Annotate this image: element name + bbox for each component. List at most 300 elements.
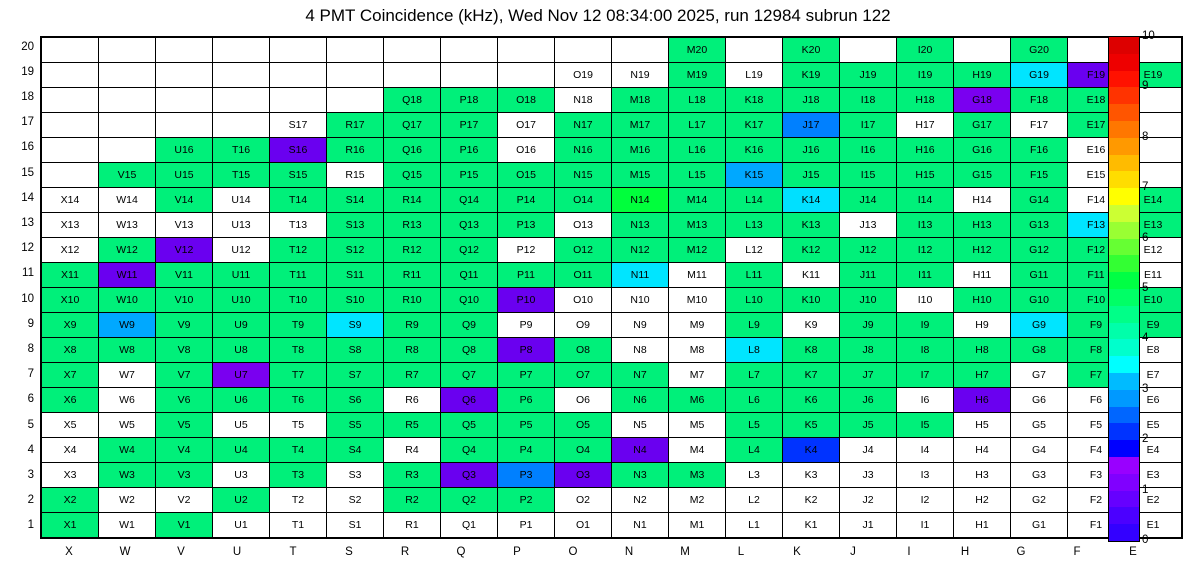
heatmap-cell[interactable] (270, 38, 327, 63)
heatmap-cell[interactable]: U15 (156, 163, 213, 188)
heatmap-cell[interactable] (42, 163, 99, 188)
heatmap-cell[interactable]: M8 (669, 338, 726, 363)
heatmap-cell[interactable]: L4 (726, 438, 783, 463)
heatmap-cell[interactable] (954, 38, 1011, 63)
heatmap-cell[interactable]: U1 (213, 513, 270, 538)
heatmap-cell[interactable]: J7 (840, 363, 897, 388)
heatmap-cell[interactable]: E8 (1125, 338, 1182, 363)
heatmap-cell[interactable]: H7 (954, 363, 1011, 388)
heatmap-cell[interactable]: I12 (897, 238, 954, 263)
heatmap-cell[interactable]: U8 (213, 338, 270, 363)
heatmap-cell[interactable]: N2 (612, 488, 669, 513)
heatmap-cell[interactable]: J4 (840, 438, 897, 463)
heatmap-cell[interactable]: S3 (327, 463, 384, 488)
heatmap-cell[interactable]: O14 (555, 188, 612, 213)
heatmap-cell[interactable]: S12 (327, 238, 384, 263)
heatmap-cell[interactable]: P18 (441, 88, 498, 113)
heatmap-cell[interactable]: O7 (555, 363, 612, 388)
heatmap-cell[interactable]: P13 (498, 213, 555, 238)
heatmap-cell[interactable]: O11 (555, 263, 612, 288)
heatmap-cell[interactable]: Q16 (384, 138, 441, 163)
heatmap-cell[interactable] (99, 138, 156, 163)
heatmap-cell[interactable]: U16 (156, 138, 213, 163)
heatmap-cell[interactable]: I18 (840, 88, 897, 113)
heatmap-cell[interactable]: X2 (42, 488, 99, 513)
heatmap-cell[interactable]: R7 (384, 363, 441, 388)
heatmap-cell[interactable]: G9 (1011, 313, 1068, 338)
heatmap-cell[interactable]: W7 (99, 363, 156, 388)
heatmap-cell[interactable]: F8 (1068, 338, 1125, 363)
heatmap-cell[interactable]: G11 (1011, 263, 1068, 288)
heatmap-cell[interactable]: U12 (213, 238, 270, 263)
heatmap-cell[interactable]: X9 (42, 313, 99, 338)
heatmap-cell[interactable]: G18 (954, 88, 1011, 113)
heatmap-cell[interactable]: T8 (270, 338, 327, 363)
heatmap-cell[interactable]: L3 (726, 463, 783, 488)
heatmap-cell[interactable]: K7 (783, 363, 840, 388)
heatmap-cell[interactable]: X7 (42, 363, 99, 388)
heatmap-cell[interactable]: I2 (897, 488, 954, 513)
heatmap-cell[interactable]: R3 (384, 463, 441, 488)
heatmap-cell[interactable]: W10 (99, 288, 156, 313)
heatmap-cell[interactable]: K5 (783, 413, 840, 438)
heatmap-cell[interactable]: X8 (42, 338, 99, 363)
heatmap-cell[interactable]: V2 (156, 488, 213, 513)
heatmap-cell[interactable]: H9 (954, 313, 1011, 338)
heatmap-cell[interactable]: R9 (384, 313, 441, 338)
heatmap-cell[interactable]: N13 (612, 213, 669, 238)
heatmap-cell[interactable]: P10 (498, 288, 555, 313)
heatmap-cell[interactable]: F18 (1011, 88, 1068, 113)
heatmap-cell[interactable]: J18 (783, 88, 840, 113)
heatmap-cell[interactable]: L13 (726, 213, 783, 238)
heatmap-cell[interactable]: R12 (384, 238, 441, 263)
heatmap-cell[interactable]: G5 (1011, 413, 1068, 438)
heatmap-cell[interactable]: K14 (783, 188, 840, 213)
heatmap-cell[interactable]: J13 (840, 213, 897, 238)
heatmap-cell[interactable]: V11 (156, 263, 213, 288)
heatmap-cell[interactable]: H14 (954, 188, 1011, 213)
heatmap-cell[interactable]: M6 (669, 388, 726, 413)
heatmap-cell[interactable]: N8 (612, 338, 669, 363)
heatmap-cell[interactable]: E6 (1125, 388, 1182, 413)
heatmap-cell[interactable]: Q13 (441, 213, 498, 238)
heatmap-cell[interactable]: N16 (555, 138, 612, 163)
heatmap-cell[interactable]: E11 (1125, 263, 1182, 288)
heatmap-cell[interactable]: V14 (156, 188, 213, 213)
heatmap-cell[interactable]: I19 (897, 63, 954, 88)
heatmap-cell[interactable]: R13 (384, 213, 441, 238)
heatmap-cell[interactable]: I13 (897, 213, 954, 238)
heatmap-cell[interactable]: G15 (954, 163, 1011, 188)
heatmap-cell[interactable]: G12 (1011, 238, 1068, 263)
heatmap-cell[interactable]: O6 (555, 388, 612, 413)
heatmap-cell[interactable] (555, 38, 612, 63)
heatmap-cell[interactable]: I3 (897, 463, 954, 488)
heatmap-cell[interactable]: I15 (840, 163, 897, 188)
heatmap-cell[interactable]: T13 (270, 213, 327, 238)
heatmap-cell[interactable]: T11 (270, 263, 327, 288)
heatmap-cell[interactable]: Q7 (441, 363, 498, 388)
heatmap-cell[interactable]: F2 (1068, 488, 1125, 513)
heatmap-cell[interactable]: O17 (498, 113, 555, 138)
heatmap-cell[interactable] (384, 63, 441, 88)
heatmap-cell[interactable] (99, 63, 156, 88)
heatmap-cell[interactable]: J11 (840, 263, 897, 288)
heatmap-cell[interactable]: I14 (897, 188, 954, 213)
heatmap-cell[interactable]: U6 (213, 388, 270, 413)
heatmap-cell[interactable]: O1 (555, 513, 612, 538)
heatmap-cell[interactable]: H10 (954, 288, 1011, 313)
heatmap-cell[interactable]: E15 (1068, 163, 1125, 188)
heatmap-cell[interactable]: L14 (726, 188, 783, 213)
heatmap-cell[interactable]: M14 (669, 188, 726, 213)
heatmap-cell[interactable]: F19 (1068, 63, 1125, 88)
heatmap-cell[interactable]: Q5 (441, 413, 498, 438)
heatmap-cell[interactable]: H16 (897, 138, 954, 163)
heatmap-cell[interactable]: T5 (270, 413, 327, 438)
heatmap-cell[interactable]: R6 (384, 388, 441, 413)
heatmap-cell[interactable]: Q11 (441, 263, 498, 288)
heatmap-cell[interactable]: G20 (1011, 38, 1068, 63)
heatmap-cell[interactable]: K16 (726, 138, 783, 163)
heatmap-cell[interactable]: H4 (954, 438, 1011, 463)
heatmap-cell[interactable]: J12 (840, 238, 897, 263)
heatmap-cell[interactable]: L2 (726, 488, 783, 513)
heatmap-cell[interactable]: J2 (840, 488, 897, 513)
heatmap-cell[interactable]: L6 (726, 388, 783, 413)
heatmap-cell[interactable]: N6 (612, 388, 669, 413)
heatmap-cell[interactable]: E16 (1068, 138, 1125, 163)
heatmap-cell[interactable]: O15 (498, 163, 555, 188)
heatmap-cell[interactable]: W11 (99, 263, 156, 288)
heatmap-cell[interactable]: M18 (612, 88, 669, 113)
heatmap-cell[interactable]: S11 (327, 263, 384, 288)
heatmap-cell[interactable]: L12 (726, 238, 783, 263)
heatmap-cell[interactable]: T2 (270, 488, 327, 513)
heatmap-cell[interactable]: U10 (213, 288, 270, 313)
heatmap-cell[interactable]: V13 (156, 213, 213, 238)
heatmap-cell[interactable] (42, 113, 99, 138)
heatmap-cell[interactable]: P12 (498, 238, 555, 263)
heatmap-cell[interactable]: L17 (669, 113, 726, 138)
heatmap-cell[interactable]: H18 (897, 88, 954, 113)
heatmap-cell[interactable]: J5 (840, 413, 897, 438)
heatmap-cell[interactable]: K17 (726, 113, 783, 138)
heatmap-cell[interactable]: H12 (954, 238, 1011, 263)
heatmap-cell[interactable]: H6 (954, 388, 1011, 413)
heatmap-cell[interactable]: K15 (726, 163, 783, 188)
heatmap-cell[interactable]: F9 (1068, 313, 1125, 338)
heatmap-cell[interactable] (498, 38, 555, 63)
heatmap-cell[interactable]: F17 (1011, 113, 1068, 138)
heatmap-cell[interactable]: M7 (669, 363, 726, 388)
heatmap-cell[interactable]: K10 (783, 288, 840, 313)
heatmap-cell[interactable]: I6 (897, 388, 954, 413)
heatmap-cell[interactable]: K18 (726, 88, 783, 113)
heatmap-cell[interactable]: E17 (1068, 113, 1125, 138)
heatmap-cell[interactable] (42, 88, 99, 113)
heatmap-cell[interactable]: I20 (897, 38, 954, 63)
heatmap-cell[interactable]: L9 (726, 313, 783, 338)
heatmap-cell[interactable]: R5 (384, 413, 441, 438)
heatmap-cell[interactable]: X5 (42, 413, 99, 438)
heatmap-cell[interactable]: E4 (1125, 438, 1182, 463)
heatmap-cell[interactable]: G14 (1011, 188, 1068, 213)
heatmap-cell[interactable]: P3 (498, 463, 555, 488)
heatmap-cell[interactable]: H3 (954, 463, 1011, 488)
heatmap-cell[interactable]: K2 (783, 488, 840, 513)
heatmap-cell[interactable]: G3 (1011, 463, 1068, 488)
heatmap-cell[interactable]: N15 (555, 163, 612, 188)
heatmap-cell[interactable]: J14 (840, 188, 897, 213)
heatmap-cell[interactable]: F7 (1068, 363, 1125, 388)
heatmap-cell[interactable]: M1 (669, 513, 726, 538)
heatmap-cell[interactable]: Q4 (441, 438, 498, 463)
heatmap-cell[interactable]: Q14 (441, 188, 498, 213)
heatmap-cell[interactable]: E12 (1125, 238, 1182, 263)
heatmap-cell[interactable]: Q2 (441, 488, 498, 513)
heatmap-cell[interactable] (327, 63, 384, 88)
heatmap-cell[interactable]: S10 (327, 288, 384, 313)
heatmap-cell[interactable]: W5 (99, 413, 156, 438)
heatmap-cell[interactable]: V10 (156, 288, 213, 313)
heatmap-cell[interactable]: N9 (612, 313, 669, 338)
heatmap-cell[interactable]: U2 (213, 488, 270, 513)
heatmap-cell[interactable]: P5 (498, 413, 555, 438)
heatmap-cell[interactable]: W12 (99, 238, 156, 263)
heatmap-cell[interactable]: R16 (327, 138, 384, 163)
heatmap-cell[interactable]: S16 (270, 138, 327, 163)
heatmap-cell[interactable] (42, 38, 99, 63)
heatmap-cell[interactable]: S5 (327, 413, 384, 438)
heatmap-cell[interactable]: V1 (156, 513, 213, 538)
heatmap-cell[interactable]: N11 (612, 263, 669, 288)
heatmap-cell[interactable]: G13 (1011, 213, 1068, 238)
heatmap-cell[interactable]: F12 (1068, 238, 1125, 263)
heatmap-cell[interactable]: G16 (954, 138, 1011, 163)
heatmap-cell[interactable]: F16 (1011, 138, 1068, 163)
heatmap-cell[interactable]: E5 (1125, 413, 1182, 438)
heatmap-cell[interactable]: K3 (783, 463, 840, 488)
heatmap-cell[interactable] (99, 88, 156, 113)
heatmap-cell[interactable]: L11 (726, 263, 783, 288)
heatmap-cell[interactable]: T6 (270, 388, 327, 413)
heatmap-cell[interactable]: E2 (1125, 488, 1182, 513)
heatmap-cell[interactable]: G19 (1011, 63, 1068, 88)
heatmap-cell[interactable]: P9 (498, 313, 555, 338)
heatmap-cell[interactable]: R1 (384, 513, 441, 538)
heatmap-cell[interactable]: H13 (954, 213, 1011, 238)
heatmap-cell[interactable]: L5 (726, 413, 783, 438)
heatmap-cell[interactable]: P2 (498, 488, 555, 513)
heatmap-cell[interactable]: W8 (99, 338, 156, 363)
heatmap-cell[interactable] (270, 88, 327, 113)
heatmap-cell[interactable]: E9 (1125, 313, 1182, 338)
heatmap-cell[interactable]: F14 (1068, 188, 1125, 213)
heatmap-cell[interactable]: T4 (270, 438, 327, 463)
heatmap-cell[interactable] (270, 63, 327, 88)
heatmap-cell[interactable]: M2 (669, 488, 726, 513)
heatmap-cell[interactable]: L16 (669, 138, 726, 163)
heatmap-cell[interactable]: F15 (1011, 163, 1068, 188)
heatmap-cell[interactable]: S6 (327, 388, 384, 413)
heatmap-cell[interactable]: N12 (612, 238, 669, 263)
heatmap-cell[interactable]: K13 (783, 213, 840, 238)
heatmap-cell[interactable]: L19 (726, 63, 783, 88)
heatmap-cell[interactable]: V4 (156, 438, 213, 463)
heatmap-cell[interactable]: X10 (42, 288, 99, 313)
heatmap-cell[interactable]: K1 (783, 513, 840, 538)
heatmap-cell[interactable]: V12 (156, 238, 213, 263)
heatmap-cell[interactable]: L10 (726, 288, 783, 313)
heatmap-cell[interactable]: M4 (669, 438, 726, 463)
heatmap-cell[interactable]: H2 (954, 488, 1011, 513)
heatmap-cell[interactable]: M20 (669, 38, 726, 63)
heatmap-cell[interactable] (156, 63, 213, 88)
heatmap-cell[interactable]: X14 (42, 188, 99, 213)
heatmap-cell[interactable]: N4 (612, 438, 669, 463)
heatmap-cell[interactable] (840, 38, 897, 63)
heatmap-cell[interactable]: E7 (1125, 363, 1182, 388)
heatmap-cell[interactable]: E10 (1125, 288, 1182, 313)
heatmap-cell[interactable]: N10 (612, 288, 669, 313)
heatmap-cell[interactable]: Q18 (384, 88, 441, 113)
heatmap-cell[interactable]: O8 (555, 338, 612, 363)
heatmap-cell[interactable] (498, 63, 555, 88)
heatmap-cell[interactable] (327, 38, 384, 63)
heatmap-cell[interactable]: X12 (42, 238, 99, 263)
heatmap-cell[interactable]: R8 (384, 338, 441, 363)
heatmap-cell[interactable]: M12 (669, 238, 726, 263)
heatmap-cell[interactable]: T12 (270, 238, 327, 263)
heatmap-cell[interactable]: M13 (669, 213, 726, 238)
heatmap-cell[interactable]: M15 (612, 163, 669, 188)
heatmap-cell[interactable]: F13 (1068, 213, 1125, 238)
heatmap-cell[interactable]: G10 (1011, 288, 1068, 313)
heatmap-cell[interactable]: G6 (1011, 388, 1068, 413)
heatmap-cell[interactable]: J9 (840, 313, 897, 338)
heatmap-cell[interactable]: J8 (840, 338, 897, 363)
heatmap-cell[interactable]: U5 (213, 413, 270, 438)
heatmap-cell[interactable]: R17 (327, 113, 384, 138)
heatmap-cell[interactable]: P1 (498, 513, 555, 538)
heatmap-cell[interactable]: F3 (1068, 463, 1125, 488)
heatmap-cell[interactable]: X11 (42, 263, 99, 288)
heatmap-cell[interactable]: V7 (156, 363, 213, 388)
heatmap-cell[interactable]: I7 (897, 363, 954, 388)
heatmap-cell[interactable]: W9 (99, 313, 156, 338)
heatmap-cell[interactable]: F10 (1068, 288, 1125, 313)
heatmap-cell[interactable]: J10 (840, 288, 897, 313)
heatmap-cell[interactable]: W4 (99, 438, 156, 463)
heatmap-cell[interactable]: S7 (327, 363, 384, 388)
heatmap-cell[interactable]: O2 (555, 488, 612, 513)
heatmap-cell[interactable]: T14 (270, 188, 327, 213)
heatmap-cell[interactable]: Q1 (441, 513, 498, 538)
heatmap-cell[interactable] (441, 63, 498, 88)
heatmap-cell[interactable]: G8 (1011, 338, 1068, 363)
heatmap-cell[interactable]: S9 (327, 313, 384, 338)
heatmap-cell[interactable] (156, 38, 213, 63)
heatmap-cell[interactable]: W2 (99, 488, 156, 513)
heatmap-cell[interactable]: O19 (555, 63, 612, 88)
heatmap-cell[interactable] (726, 38, 783, 63)
heatmap-cell[interactable] (213, 88, 270, 113)
heatmap-cell[interactable]: F4 (1068, 438, 1125, 463)
heatmap-cell[interactable]: W3 (99, 463, 156, 488)
heatmap-cell[interactable]: X1 (42, 513, 99, 538)
heatmap-cell[interactable]: V6 (156, 388, 213, 413)
heatmap-cell[interactable]: X3 (42, 463, 99, 488)
heatmap-cell[interactable]: O10 (555, 288, 612, 313)
heatmap-cell[interactable]: W14 (99, 188, 156, 213)
heatmap-cell[interactable]: J3 (840, 463, 897, 488)
heatmap-cell[interactable]: S2 (327, 488, 384, 513)
heatmap-cell[interactable]: K12 (783, 238, 840, 263)
heatmap-cell[interactable]: M11 (669, 263, 726, 288)
heatmap-cell[interactable]: Q6 (441, 388, 498, 413)
heatmap-cell[interactable] (99, 38, 156, 63)
heatmap-cell[interactable] (213, 38, 270, 63)
heatmap-cell[interactable] (441, 38, 498, 63)
heatmap-cell[interactable]: P16 (441, 138, 498, 163)
heatmap-cell[interactable] (156, 113, 213, 138)
heatmap-cell[interactable]: O9 (555, 313, 612, 338)
heatmap-cell[interactable]: H17 (897, 113, 954, 138)
heatmap-cell[interactable]: F5 (1068, 413, 1125, 438)
heatmap-cell[interactable]: E1 (1125, 513, 1182, 538)
heatmap-cell[interactable]: N17 (555, 113, 612, 138)
heatmap-cell[interactable]: I16 (840, 138, 897, 163)
heatmap-cell[interactable]: N19 (612, 63, 669, 88)
heatmap-cell[interactable]: T3 (270, 463, 327, 488)
heatmap-cell[interactable]: R15 (327, 163, 384, 188)
heatmap-cell[interactable]: H15 (897, 163, 954, 188)
heatmap-cell[interactable]: P6 (498, 388, 555, 413)
heatmap-cell[interactable]: R10 (384, 288, 441, 313)
heatmap-cell[interactable]: F1 (1068, 513, 1125, 538)
heatmap-cell[interactable]: R2 (384, 488, 441, 513)
heatmap-cell[interactable]: L8 (726, 338, 783, 363)
heatmap-cell[interactable]: K11 (783, 263, 840, 288)
heatmap-cell[interactable]: L15 (669, 163, 726, 188)
heatmap-cell[interactable]: Q12 (441, 238, 498, 263)
heatmap-cell[interactable]: V8 (156, 338, 213, 363)
heatmap-cell[interactable]: M19 (669, 63, 726, 88)
heatmap-cell[interactable]: Q8 (441, 338, 498, 363)
heatmap-cell[interactable]: M9 (669, 313, 726, 338)
heatmap-cell[interactable] (327, 88, 384, 113)
heatmap-cell[interactable] (213, 113, 270, 138)
heatmap-cell[interactable]: N7 (612, 363, 669, 388)
heatmap-cell[interactable]: J19 (840, 63, 897, 88)
heatmap-cell[interactable]: S17 (270, 113, 327, 138)
heatmap-cell[interactable]: F6 (1068, 388, 1125, 413)
heatmap-cell[interactable] (42, 63, 99, 88)
heatmap-cell[interactable]: S15 (270, 163, 327, 188)
heatmap-cell[interactable]: J17 (783, 113, 840, 138)
heatmap-cell[interactable]: T7 (270, 363, 327, 388)
heatmap-cell[interactable]: X13 (42, 213, 99, 238)
heatmap-cell[interactable]: P4 (498, 438, 555, 463)
heatmap-cell[interactable]: E19 (1125, 63, 1182, 88)
heatmap-cell[interactable]: V9 (156, 313, 213, 338)
heatmap-cell[interactable]: M17 (612, 113, 669, 138)
heatmap-cell[interactable]: N14 (612, 188, 669, 213)
heatmap-cell[interactable]: L18 (669, 88, 726, 113)
heatmap-cell[interactable]: P17 (441, 113, 498, 138)
